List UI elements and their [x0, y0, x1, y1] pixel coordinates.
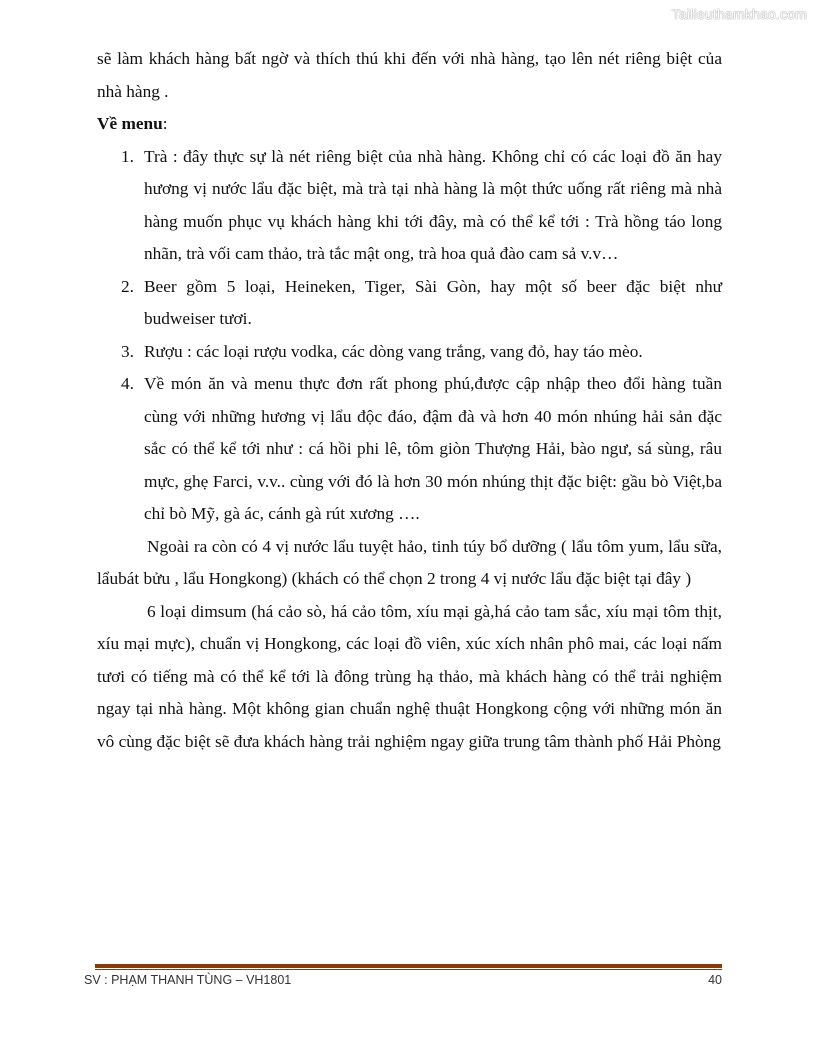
list-item-text: Beer gồm 5 loại, Heineken, Tiger, Sài Gòn, hay một số beer đặc biệt như budweiser tươi.: [144, 276, 722, 328]
menu-list-item: [97, 141, 722, 271]
menu-list: [97, 141, 722, 531]
watermark: Tailieuthamkhao.com: [671, 6, 807, 22]
page-number: 40: [708, 973, 722, 987]
menu-list-item: [97, 271, 722, 336]
footer-author: SV : PHẠM THANH TÙNG – VH1801: [84, 973, 292, 987]
list-number: 3.: [121, 341, 134, 361]
page-footer: [84, 973, 722, 987]
menu-list-item: [97, 368, 722, 531]
dimsum-paragraph: 6 loại dimsum (há cảo sò, há cảo tôm, xíu mại gà,há cảo tam sắc, xíu mại tôm thịt, xíu mại mực), chuẩn vị Hongkong, các loại đồ viên, xúc xích nhân phô mai, các loại nấm tươi có tiếng mà có thể kể tới là đông trùng hạ thảo, mà khách hàng có thể trải nghiệm ngay tại nhà hàng. Một không gian chuẩn nghệ thuật Hongkong cộng với những món ăn vô cùng đặc biệt sẽ đưa khách hàng trải nghiệm ngay giữa trung tâm thành phố Hải Phòng: [97, 601, 722, 751]
footer-rule-thin: [95, 969, 722, 970]
menu-heading-colon: :: [162, 114, 168, 133]
menu-heading: [97, 108, 722, 141]
menu-list-item: [97, 336, 722, 369]
menu-heading-label: Về menu: [97, 114, 163, 133]
hotpot-paragraph: Ngoài ra còn có 4 vị nước lẩu tuyệt hảo, tinh túy bổ dưỡng ( lẩu tôm yum, lẩu sữa, lẩubát bửu , lẩu Hongkong) (khách có thể chọn 2 trong 4 vị nước lẩu đặc biệt tại đây ): [97, 536, 722, 588]
list-number: 1.: [121, 146, 134, 166]
document-body: [97, 43, 722, 758]
list-item-text: Trà : đây thực sự là nét riêng biệt của nhà hàng. Không chỉ có các loại đồ ăn hay hương vị nước lẩu đặc biệt, mà trà tại nhà hàng là một thức uống rất riêng mà nhà hàng muốn phục vụ khách hàng khi tới đây, mà có thể kể tới : Trà hồng táo long nhãn, trà vối cam thảo, trà tắc mật ong, trà hoa quả đào cam sả v.v…: [144, 146, 722, 263]
footer-rule-thick: [95, 964, 722, 968]
list-item-text: Về món ăn và menu thực đơn rất phong phú,được cập nhập theo đổi hàng tuần cùng với những hương vị lẩu độc đáo, đậm đà và hơn 40 món nhúng hải sản đặc sắc có thể kể tới như : cá hồi phi lê, tôm giòn Thượng Hải, bào ngư, sá sùng, râu mực, ghẹ Farci, v.v.. cùng với đó là hơn 30 món nhúng thịt đặc biệt: gầu bò Việt,ba chỉ bò Mỹ, gà ác, cánh gà rút xương ….: [144, 374, 722, 523]
intro-paragraph: sẽ làm khách hàng bất ngờ và thích thú khi đến với nhà hàng, tạo lên nét riêng biệt của nhà hàng .: [97, 49, 722, 101]
list-item-text: Rượu : các loại rượu vodka, các dòng vang trắng, vang đỏ, hay táo mèo.: [144, 341, 643, 361]
list-number: 4.: [121, 374, 134, 393]
list-number: 2.: [121, 276, 134, 296]
